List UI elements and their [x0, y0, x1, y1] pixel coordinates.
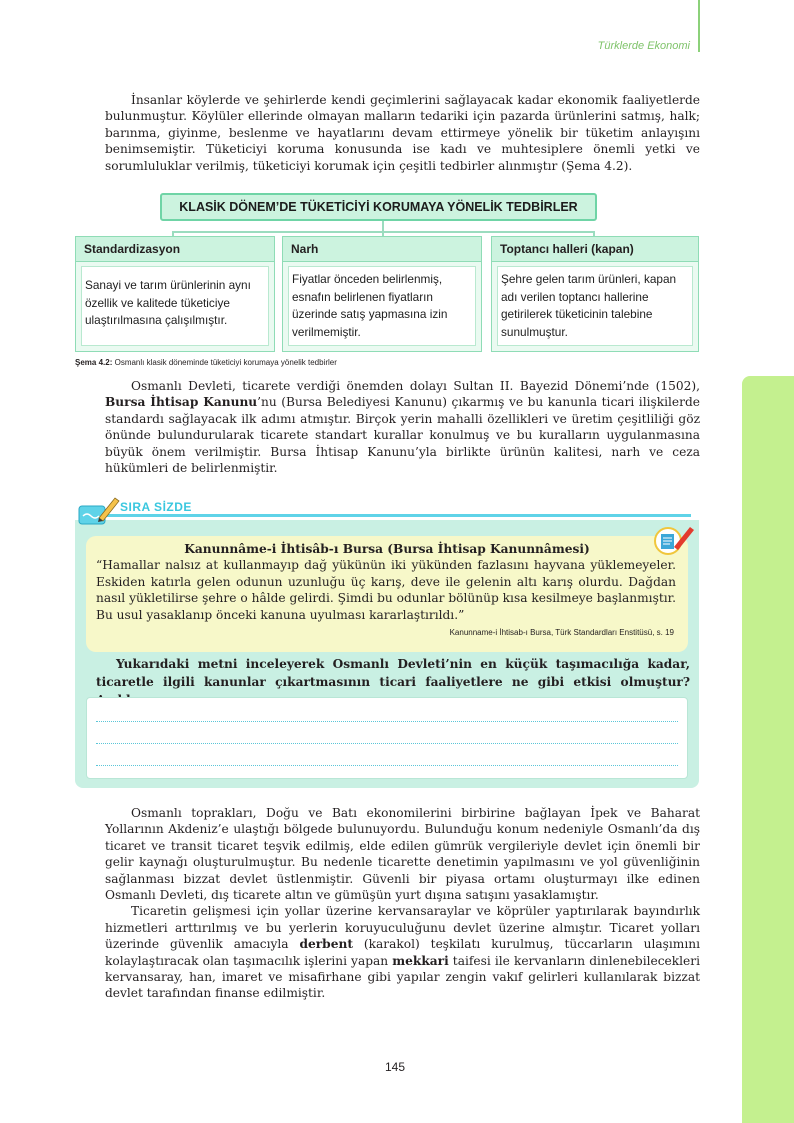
- answer-line[interactable]: [96, 743, 678, 744]
- bold-term: Bursa İhtisap Kanunu: [105, 395, 258, 410]
- pencil-notebook-icon: [77, 494, 121, 532]
- answer-area[interactable]: [86, 697, 688, 779]
- diagram-box-standardization: [75, 236, 275, 352]
- bold-term: mekkari: [392, 953, 449, 968]
- diagram-box-narh: [282, 236, 482, 352]
- para-text: Osmanlı Devleti, ticarete verdiği önemden dolayı Sultan II. Bayezid Dönemi’nde (1502),: [131, 379, 700, 393]
- para-text: (karakol) teşkilatı kurulmuş, tüccarların ulaşımını kolaylaştıracak olan taşımacılık işlerini yapan: [105, 937, 700, 968]
- diagram-title: KLASİK DÖNEM’DE TÜKETİCİYİ KORUMAYA YÖNELİK TEDBİRLER: [160, 193, 597, 221]
- caption-label: Şema 4.2:: [75, 358, 113, 367]
- diagram-caption: [75, 358, 575, 367]
- bold-term: derbent: [299, 937, 353, 952]
- quote-title: Kanunnâme-i İhtisâb-ı Bursa (Bursa İhtisap Kanunnâmesi): [184, 542, 590, 556]
- diagram-box-kapan: [491, 236, 699, 352]
- bursa-paragraph: [105, 378, 700, 476]
- quote-source: Kanunname-i İhtisab-ı Bursa, Türk Standardları Enstitüsü, s. 19: [449, 628, 674, 637]
- box-text: Şehre gelen tarım ürünleri, kapan adı verilen toptancı hallerine getirilerek tüketicinin talebine sunulmuştur.: [501, 272, 677, 339]
- box-text: Fiyatlar önceden belirlenmiş, esnafın belirlenen fiyatların üzerinde satış yapmasına izin verilmemiştir.: [292, 272, 448, 339]
- side-tab: [742, 376, 794, 1123]
- page-number: 145: [384, 1060, 406, 1074]
- trade-paragraph-2: [105, 903, 700, 1001]
- sira-sizde-bar: [80, 514, 691, 517]
- para-text: ’nu (Bursa Belediyesi Kanunu) çıkarmış ve bu kanunla ticari ilişkilerde standardı sağlayacak ilk adımı atmıştır. Birçok yerin mahalli özellikleri ve üretim çeşitliliği göz önünde bulundurularak ticarete standart kurallar konulmuş ve bu kuralların uygulanmasına büyük önem verilmiştir. Bursa İhtisap Kanunu’yla birlikte ürünün kalitesi, narh ve ceza hükümleri de belirlenmiştir.: [105, 395, 700, 476]
- question-text: Yukarıdaki metni inceleyerek Osmanlı Devleti’nin en küçük taşımacılığa kadar, ticaretle ilgili kanunlar çıkartmasının ticari faaliyetlere ne gibi etkisi olmuştur?: [96, 657, 690, 689]
- box-text: Sanayi ve tarım ürünlerinin aynı özellik ve kalitede tüketiciye ulaştırılmasına çalışılmıştır.: [85, 278, 251, 327]
- intro-paragraph: İnsanlar köylerde ve şehirlerde kendi geçimlerini sağlayacak kadar ekonomik faaliyetlerde bulunmuştur. Köylüler ellerinde olmayan malların tedariki için pazarda ürünlerini satmış, halk; barınma, giyinme, beslenme ve hayatlarını devam ettirmeye yönelik bir tüketim anlayışını benimsemiştir. Tüketiciyi koruma konusunda ise kadı ve muhtesiplere önemli yetki ve sorumluluklar verilmiş, tüketiciyi korumak için çeşitli tedbirler alınmıştır (Şema 4.2).: [105, 93, 700, 173]
- answer-line[interactable]: [96, 721, 678, 722]
- box-heading: Toptancı halleri (kapan): [492, 237, 698, 262]
- trade-section: [105, 805, 700, 1002]
- trade-paragraph-1: Osmanlı toprakları, Doğu ve Batı ekonomilerini birbirine bağlayan İpek ve Baharat Yollarının Akdeniz’e ulaştığı bölgede bulunuyordu. Bulunduğu konum nedeniyle Osmanlı’da dış ticaret ve transit ticaret teşvik edilmiş, elde edilen gümrük vergileriyle devlet için önemli bir gelir kaynağı oluşturulmuştur. Bu nedenle ticarette denetimin yapılmasını ve yol güvenliğinin sağlanması bizzat devlet üstlenmiştir. Güvenli bir piyasa ortamı oluşturmayı ilke edinen Osmanlı Devleti, dış ticarete altın ve gümüşün yurt dışına satışını yasaklamıştır.: [105, 806, 700, 903]
- running-header: Türklerde Ekonomi: [597, 40, 690, 52]
- para-text: Ticaretin gelişmesi için yollar üzerine kervansaraylar ve köprüler yaptırılarak bayındırlık hizmetleri arttırılmış ve bu yerlerin koruyuculuğunu devlet üzerine almıştır. Ticaret yolları üzerinde güvenlik amacıyla: [105, 904, 700, 952]
- box-heading: Standardizasyon: [76, 237, 274, 262]
- sira-sizde-label: SIRA SİZDE: [120, 500, 192, 514]
- quote-text: “Hamallar nalsız at kullanmayıp dağ yükünün iki yükünden fazlasını hayvana yüklemeyeler. Eskiden katırla gelen odunun uzunluğu üç karış, deve ile gelenin altı karış olurdu. Dağdan nasıl yükletilirse şehre o hâlde gelirdi. Şimdi bu odunlar bölünüp kısa kesilmeye başlanmıştır. Bu usul yasaklanıp önceki kanuna uyulması kararlaştırıldı.”: [96, 558, 676, 622]
- answer-line[interactable]: [96, 765, 678, 766]
- header-rule: [698, 0, 700, 52]
- box-heading: Narh: [283, 237, 481, 262]
- para-text: taifesi ile kervanların dinlenebilecekleri kervansaray, han, imaret ve misafirhane gibi yapılar zengin vakıf gelirleri kullanılarak bizzat devlet tarafından finanse edilmiştir.: [105, 953, 700, 1001]
- caption-text: Osmanlı klasik döneminde tüketiciyi korumaya yönelik tedbirler: [114, 358, 337, 367]
